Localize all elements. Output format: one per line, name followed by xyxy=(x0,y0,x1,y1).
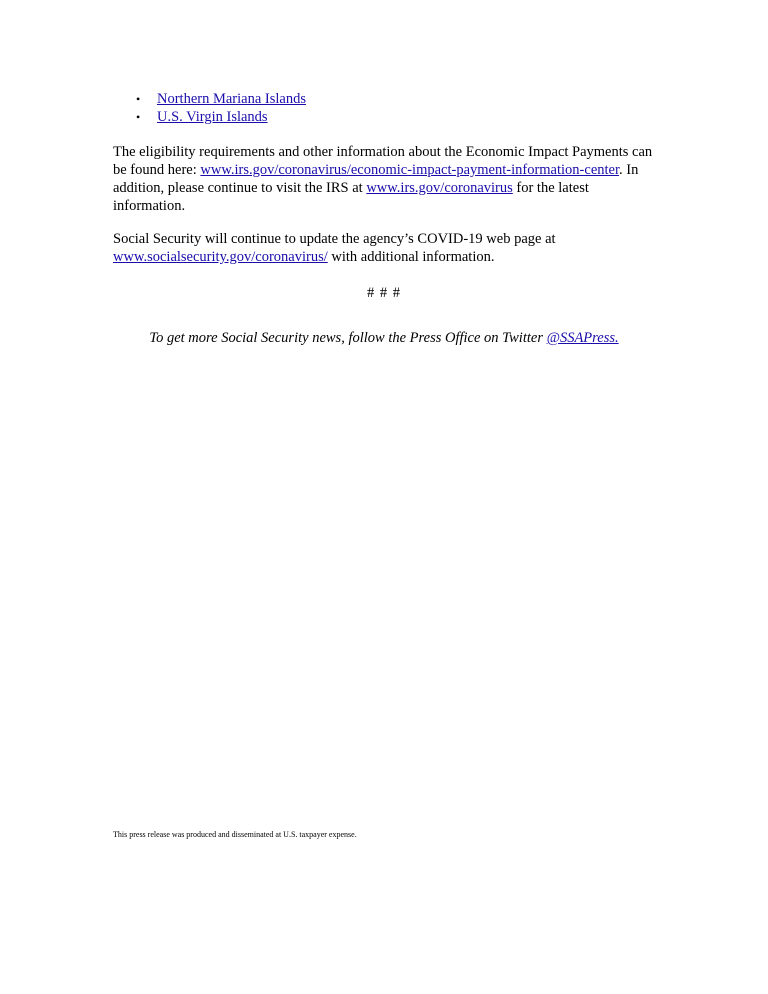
bullet-icon: • xyxy=(136,110,141,124)
twitter-follow-line xyxy=(0,329,768,347)
paragraph-text: The eligibility requirements and other information about the Economic Impact Payments can be found here: xyxy=(113,144,653,178)
twitter-text: To get more Social Security news, follow the Press Office on Twitter xyxy=(149,330,547,346)
link-irs-coronavirus[interactable]: www.irs.gov/coronavirus xyxy=(366,180,513,196)
paragraph-text: for the latest information. xyxy=(113,180,589,214)
bullet-icon: • xyxy=(136,92,141,106)
link-ssapress-twitter[interactable]: @SSAPress. xyxy=(546,330,619,346)
eligibility-paragraph xyxy=(113,143,658,215)
end-separator: # # # xyxy=(367,285,401,301)
list-item xyxy=(136,90,306,108)
paragraph-text: . In addition, please continue to visit the IRS at xyxy=(113,162,639,196)
link-us-virgin-islands[interactable]: U.S. Virgin Islands xyxy=(157,109,268,125)
link-ssa-coronavirus[interactable]: www.socialsecurity.gov/coronavirus/ xyxy=(113,249,328,265)
link-irs-eip-info-center[interactable]: www.irs.gov/coronavirus/economic-impact-payment-information-center xyxy=(200,162,619,178)
covid-update-paragraph xyxy=(113,230,658,266)
territory-list xyxy=(136,90,306,126)
paragraph-text: with additional information. xyxy=(327,249,495,265)
paragraph-text: Social Security will continue to update the agency’s COVID-19 web page at xyxy=(113,231,556,247)
list-item xyxy=(136,108,306,126)
link-northern-mariana-islands[interactable]: Northern Mariana Islands xyxy=(157,91,306,107)
footer-disclaimer: This press release was produced and disseminated at U.S. taxpayer expense. xyxy=(113,830,357,839)
